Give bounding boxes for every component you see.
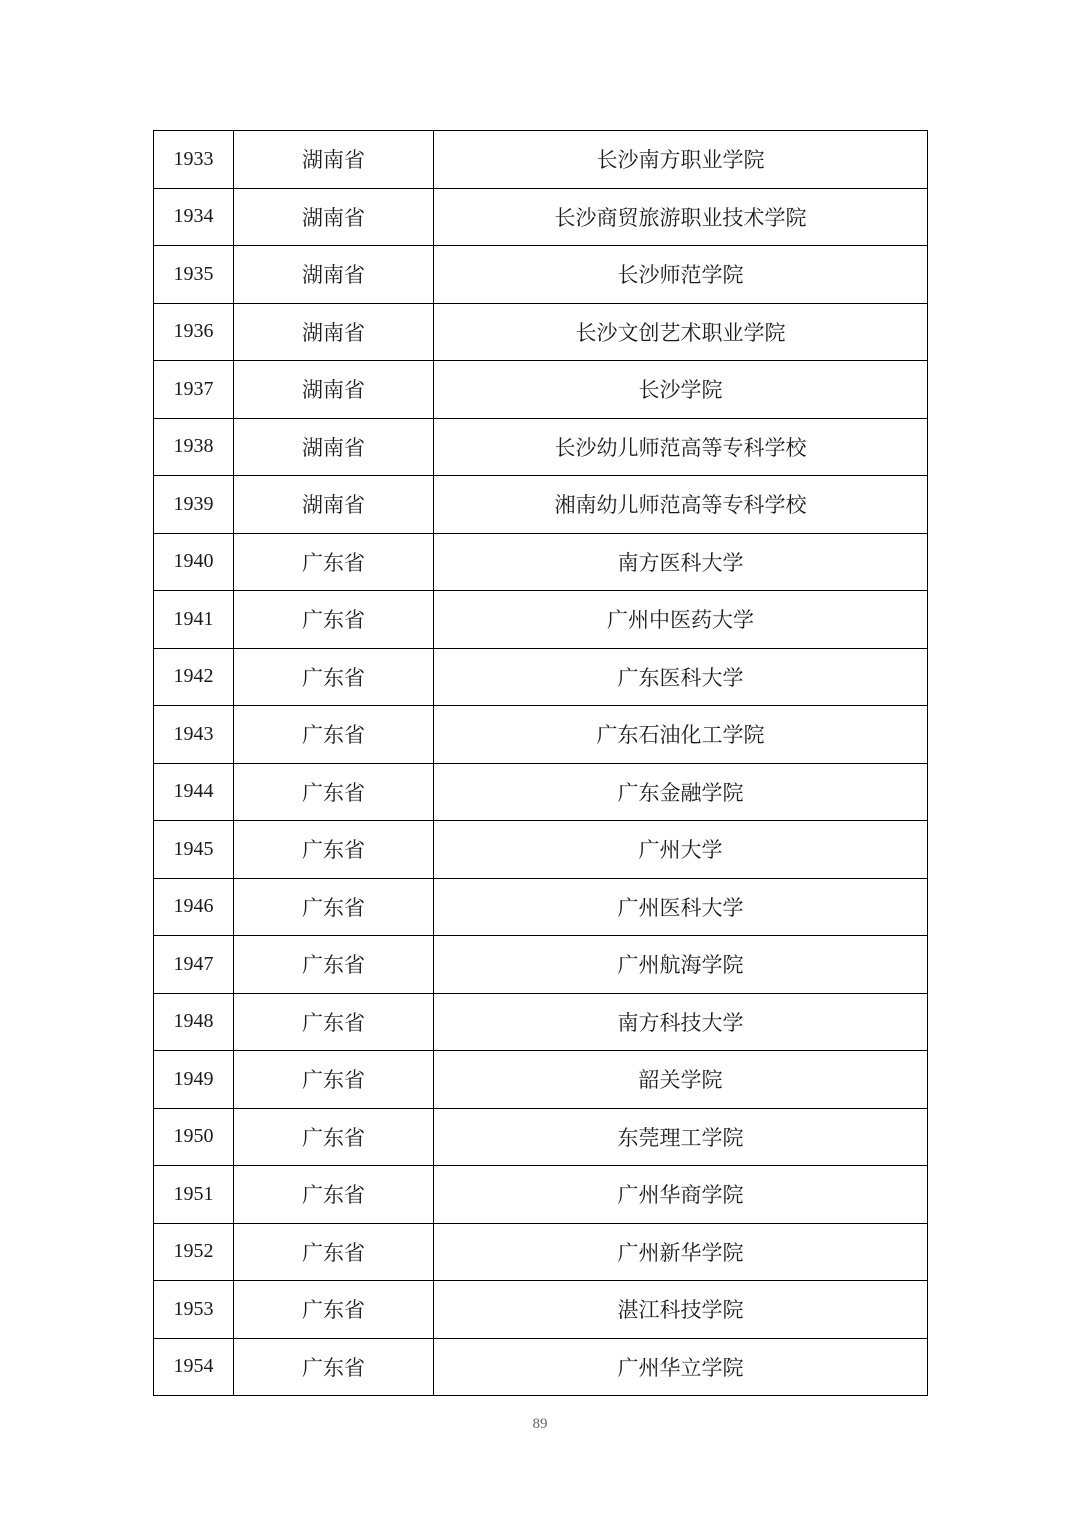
table-row: [154, 1338, 928, 1396]
row-number-cell: 1945: [154, 821, 234, 879]
table-body: [154, 131, 928, 1396]
row-number-cell: 1947: [154, 936, 234, 994]
school-list-table: [153, 130, 928, 1396]
province-cell: 广东省: [234, 1281, 434, 1339]
province-cell: 湖南省: [234, 361, 434, 419]
province-cell: 广东省: [234, 1166, 434, 1224]
province-cell: 广东省: [234, 706, 434, 764]
table-row: [154, 246, 928, 304]
school-name-cell: 广州华商学院: [434, 1166, 928, 1224]
row-number-cell: 1948: [154, 993, 234, 1051]
table-row: [154, 418, 928, 476]
row-number-cell: 1935: [154, 246, 234, 304]
row-number-cell: 1943: [154, 706, 234, 764]
table-row: [154, 361, 928, 419]
table-row: [154, 1051, 928, 1109]
row-number-cell: 1936: [154, 303, 234, 361]
province-cell: 广东省: [234, 1051, 434, 1109]
row-number-cell: 1946: [154, 878, 234, 936]
province-cell: 广东省: [234, 648, 434, 706]
school-name-cell: 广东医科大学: [434, 648, 928, 706]
school-name-cell: 广东石油化工学院: [434, 706, 928, 764]
school-name-cell: 广州航海学院: [434, 936, 928, 994]
province-cell: 广东省: [234, 993, 434, 1051]
school-name-cell: 广东金融学院: [434, 763, 928, 821]
province-cell: 湖南省: [234, 188, 434, 246]
school-name-cell: 湘南幼儿师范高等专科学校: [434, 476, 928, 534]
school-name-cell: 南方医科大学: [434, 533, 928, 591]
table-row: [154, 1108, 928, 1166]
row-number-cell: 1944: [154, 763, 234, 821]
table-row: [154, 1223, 928, 1281]
row-number-cell: 1942: [154, 648, 234, 706]
province-cell: 广东省: [234, 763, 434, 821]
row-number-cell: 1933: [154, 131, 234, 189]
table-row: [154, 993, 928, 1051]
school-name-cell: 湛江科技学院: [434, 1281, 928, 1339]
table-row: [154, 648, 928, 706]
province-cell: 湖南省: [234, 418, 434, 476]
table-row: [154, 188, 928, 246]
table-row: [154, 878, 928, 936]
school-name-cell: 长沙幼儿师范高等专科学校: [434, 418, 928, 476]
row-number-cell: 1953: [154, 1281, 234, 1339]
table-row: [154, 763, 928, 821]
province-cell: 广东省: [234, 878, 434, 936]
table-row: [154, 476, 928, 534]
province-cell: 广东省: [234, 936, 434, 994]
province-cell: 广东省: [234, 1108, 434, 1166]
province-cell: 湖南省: [234, 476, 434, 534]
school-name-cell: 长沙商贸旅游职业技术学院: [434, 188, 928, 246]
school-name-cell: 长沙南方职业学院: [434, 131, 928, 189]
province-cell: 广东省: [234, 1223, 434, 1281]
province-cell: 广东省: [234, 1338, 434, 1396]
province-cell: 湖南省: [234, 246, 434, 304]
row-number-cell: 1941: [154, 591, 234, 649]
school-name-cell: 广州中医药大学: [434, 591, 928, 649]
table-row: [154, 1281, 928, 1339]
province-cell: 广东省: [234, 591, 434, 649]
school-name-cell: 广州华立学院: [434, 1338, 928, 1396]
table-row: [154, 533, 928, 591]
row-number-cell: 1954: [154, 1338, 234, 1396]
table-row: [154, 303, 928, 361]
table-row: [154, 936, 928, 994]
school-name-cell: 长沙学院: [434, 361, 928, 419]
school-name-cell: 广州新华学院: [434, 1223, 928, 1281]
row-number-cell: 1938: [154, 418, 234, 476]
province-cell: 广东省: [234, 821, 434, 879]
province-cell: 湖南省: [234, 131, 434, 189]
province-cell: 广东省: [234, 533, 434, 591]
row-number-cell: 1952: [154, 1223, 234, 1281]
school-name-cell: 长沙文创艺术职业学院: [434, 303, 928, 361]
school-name-cell: 广州医科大学: [434, 878, 928, 936]
school-name-cell: 东莞理工学院: [434, 1108, 928, 1166]
school-name-cell: 广州大学: [434, 821, 928, 879]
row-number-cell: 1940: [154, 533, 234, 591]
school-name-cell: 韶关学院: [434, 1051, 928, 1109]
row-number-cell: 1949: [154, 1051, 234, 1109]
row-number-cell: 1937: [154, 361, 234, 419]
table-row: [154, 706, 928, 764]
school-name-cell: 长沙师范学院: [434, 246, 928, 304]
row-number-cell: 1934: [154, 188, 234, 246]
table-row: [154, 591, 928, 649]
province-cell: 湖南省: [234, 303, 434, 361]
school-name-cell: 南方科技大学: [434, 993, 928, 1051]
table-row: [154, 821, 928, 879]
table-row: [154, 1166, 928, 1224]
row-number-cell: 1939: [154, 476, 234, 534]
row-number-cell: 1951: [154, 1166, 234, 1224]
table-row: [154, 131, 928, 189]
page-number: 89: [532, 1416, 548, 1432]
row-number-cell: 1950: [154, 1108, 234, 1166]
